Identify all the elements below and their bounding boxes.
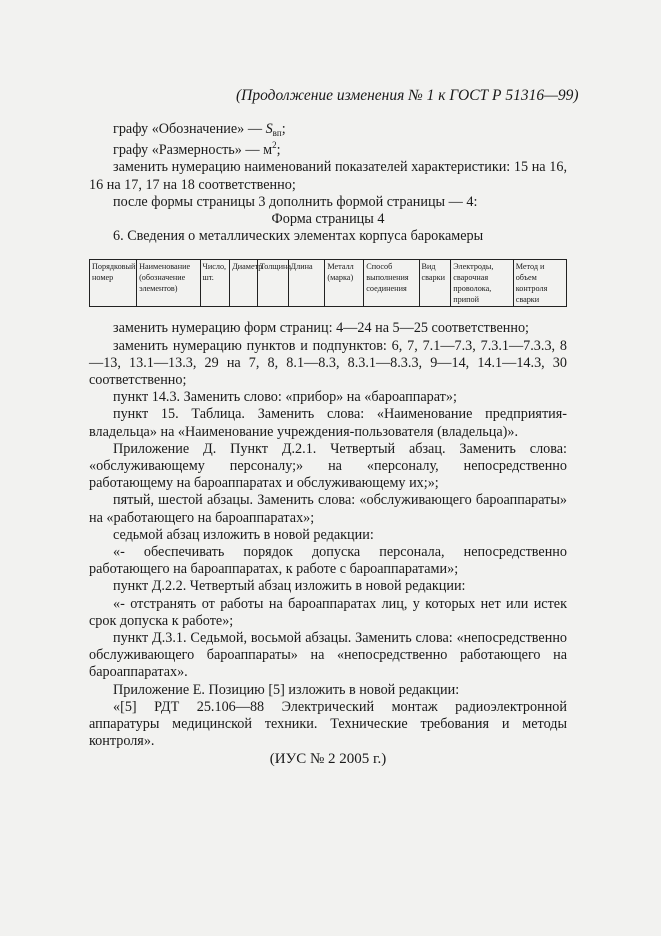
line-designation	[89, 121, 567, 142]
col-header: Длина	[288, 260, 325, 307]
symbol-subscript: вп	[272, 128, 282, 138]
table-header-row	[90, 260, 567, 307]
paragraph: заменить нумерацию пунктов и подпунктов: 6, 7, 7.1—7.3, 7.3.1—7.3.3, 8—13, 13.1—13.3, 29 на 7, 8, 8.1—8.3, 8.3.1—8.3.3, 9—14, 14.1—14.3, 30 соответственно;	[89, 337, 567, 389]
paragraph: «- обеспечивать порядок допуска персонала, непосредственно работающего на бароаппаратах, к работе с бароаппаратами»;	[89, 544, 567, 578]
col-header: Число, шт.	[200, 260, 230, 307]
document-body	[89, 121, 567, 768]
col-header: Метод и объем контроля сварки	[513, 260, 566, 307]
col-header: Металл (марка)	[325, 260, 364, 307]
paragraph: заменить нумерацию форм страниц: 4—24 на 5—25 соответственно;	[113, 320, 529, 337]
col-header: Порядковый номер	[90, 260, 137, 307]
line-designation-text: графу «Обозначение» —	[113, 121, 266, 137]
paragraph: пункт 15. Таблица. Заменить слова: «Наименование предприятия-владельца» на «Наименование учреждения-пользователя (владельца)».	[89, 406, 567, 440]
paragraph: седьмой абзац изложить в новой редакции:	[113, 526, 374, 543]
col-header: Способ выполнения соединения	[364, 260, 419, 307]
col-header: Электроды, сварочная проволока, припой	[451, 260, 513, 307]
col-header: Диаметр	[230, 260, 258, 307]
paragraph: пункт 14.3. Заменить слово: «прибор» на «бароаппарат»;	[113, 389, 457, 406]
paragraph: «- отстранять от работы на бароаппаратах лиц, у которых нет или истек срок допуска к работе»;	[89, 595, 567, 629]
metal-elements-table	[89, 259, 567, 307]
paragraph: Приложение Е. Позицию [5] изложить в новой редакции:	[113, 681, 460, 698]
unit-superscript: 2	[272, 140, 277, 151]
form-title: Форма страницы 4	[271, 211, 385, 228]
line-dimension-end: ;	[276, 142, 281, 159]
paragraph: пункт Д.3.1. Седьмой, восьмой абзацы. Заменить слова: «непосредственно обслуживающего бароаппараты» на «непосредственно работающего на бароаппаратах».	[89, 630, 567, 681]
metal-elements-table-wrap	[89, 259, 567, 307]
paragraph: пункт Д.2.2. Четвертый абзац изложить в новой редакции:	[113, 578, 466, 595]
line-renumber-indicators: заменить нумерацию наименований показателей характеристики: 15 на 16, 16 на 17, 17 на 18 соответственно;	[89, 159, 567, 193]
line-dimension	[89, 142, 567, 159]
col-header: Наименование (обозначение элементов)	[137, 260, 200, 307]
section-title: 6. Сведения о металлических элементах корпуса барокамеры	[113, 228, 484, 245]
line-add-form: после формы страницы 3 дополнить формой страницы — 4:	[113, 193, 478, 210]
col-header: Вид сварки	[419, 260, 451, 307]
line-dimension-text: графу «Размерность» — м	[113, 142, 273, 159]
col-header: Толщина	[257, 260, 288, 307]
paragraph: пятый, шестой абзацы. Заменить слова: «обслуживающего бароаппараты» на «работающего на бароаппаратах»;	[89, 492, 567, 526]
page-header: (Продолжение изменения № 1 к ГОСТ Р 51316—99)	[236, 87, 579, 104]
ius-reference: (ИУС № 2 2005 г.)	[269, 750, 387, 767]
line-designation-end: ;	[281, 121, 286, 137]
paragraph: Приложение Д. Пункт Д.2.1. Четвертый абзац. Заменить слова: «обслуживающему персоналу;» на «персоналу, непосредственно работающему на бароаппаратах и обслуживающему их;»;	[89, 440, 567, 492]
paragraph: «[5] РДТ 25.106—88 Электрический монтаж радиоэлектронной аппаратуры медицинской техники. Технические требования и методы контроля».	[89, 698, 567, 750]
symbol-s: S	[265, 121, 273, 137]
